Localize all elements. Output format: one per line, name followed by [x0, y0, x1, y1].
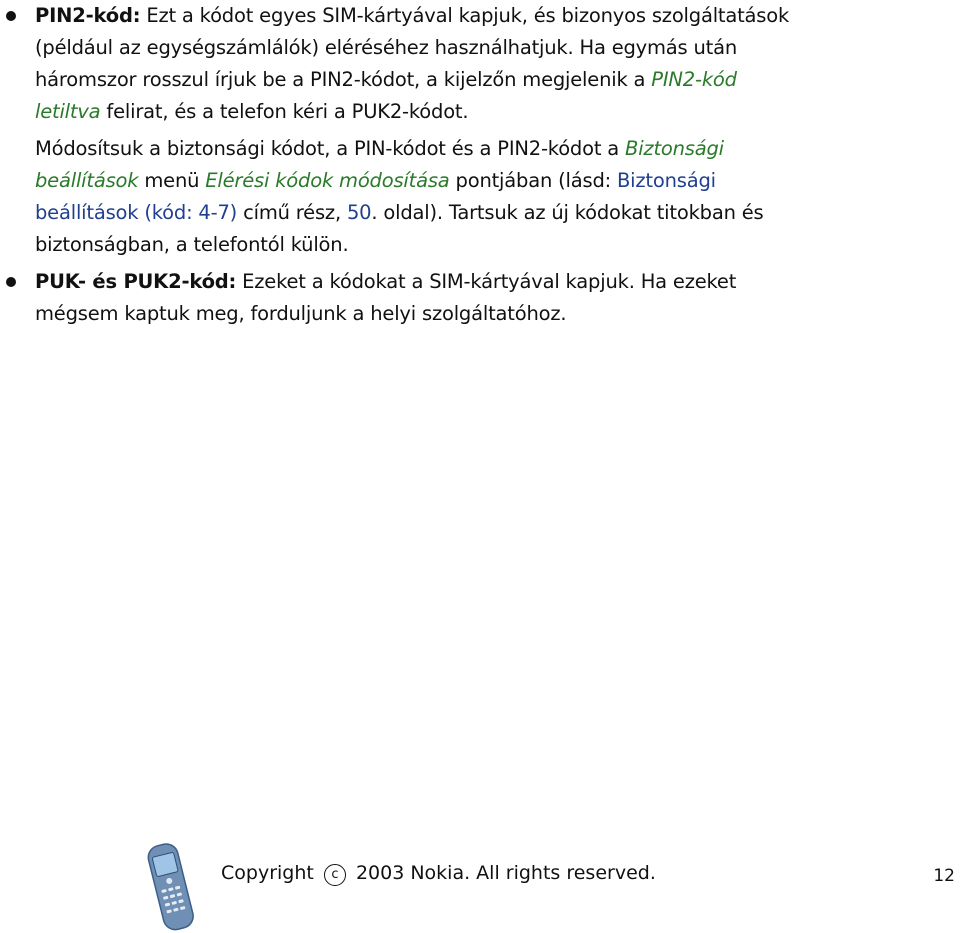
sub-text-5: . oldal). Tartsuk az új kódokat titokban és biztonságban, a telefontól külön.	[35, 201, 764, 256]
mobile-phone-icon	[140, 838, 200, 933]
sub-text-2: menü	[138, 169, 206, 192]
page-number: 12	[933, 866, 955, 886]
menu-link-security-settings: Biztonsági beállítások	[35, 137, 724, 192]
sub-text-1: Módosítsuk a biztonsági kódot, a PIN-kódot és a PIN2-kódot a	[35, 137, 626, 160]
puk-term: PUK- és PUK2-kód:	[35, 270, 237, 293]
sub-text-3: pontjában (lásd:	[449, 169, 617, 192]
copyright-symbol-icon: c	[324, 864, 346, 886]
pin2-paragraph	[35, 0, 800, 128]
pin2-display-message: PIN2-kód letiltva	[35, 68, 737, 123]
puk-text: Ezeket a kódokat a SIM-kártyával kapjuk. Ha ezeket mégsem kaptuk meg, forduljunk a helyi szolgáltatóhoz.	[35, 270, 737, 325]
bullet-icon	[6, 277, 16, 287]
puk-paragraph	[35, 266, 800, 330]
copyright-notice	[221, 862, 656, 886]
cross-reference-link[interactable]: Biztonsági beállítások (kód: 4-7)	[35, 169, 716, 224]
list-item-puk	[0, 266, 800, 330]
pin2-text-3: háromszor rosszul írjuk be a PIN2-kódot, a kijelzőn megjelenik a	[35, 68, 652, 91]
sub-text-4: című rész,	[237, 201, 347, 224]
bullet-icon	[6, 11, 16, 21]
pin2-term: PIN2-kód:	[35, 4, 141, 27]
pin2-text-4: felirat, és a telefon kéri a PUK2-kódot.	[100, 100, 469, 123]
pin2-text-1: Ezt a kódot egyes SIM-kártyával kapjuk, és bizonyos szolgáltatások	[140, 4, 790, 27]
copyright-text: 2003 Nokia. All rights reserved.	[355, 862, 656, 884]
pin-change-paragraph	[35, 133, 795, 261]
pin2-text-2: (például az egységszámlálók) eléréséhez használhatjuk. Ha egymás után	[35, 36, 738, 59]
copyright-label: Copyright	[221, 862, 314, 884]
cross-reference-page[interactable]: 50	[346, 201, 372, 224]
menu-link-change-codes: Elérési kódok módosítása	[205, 169, 450, 192]
list-item-pin2	[0, 0, 800, 128]
